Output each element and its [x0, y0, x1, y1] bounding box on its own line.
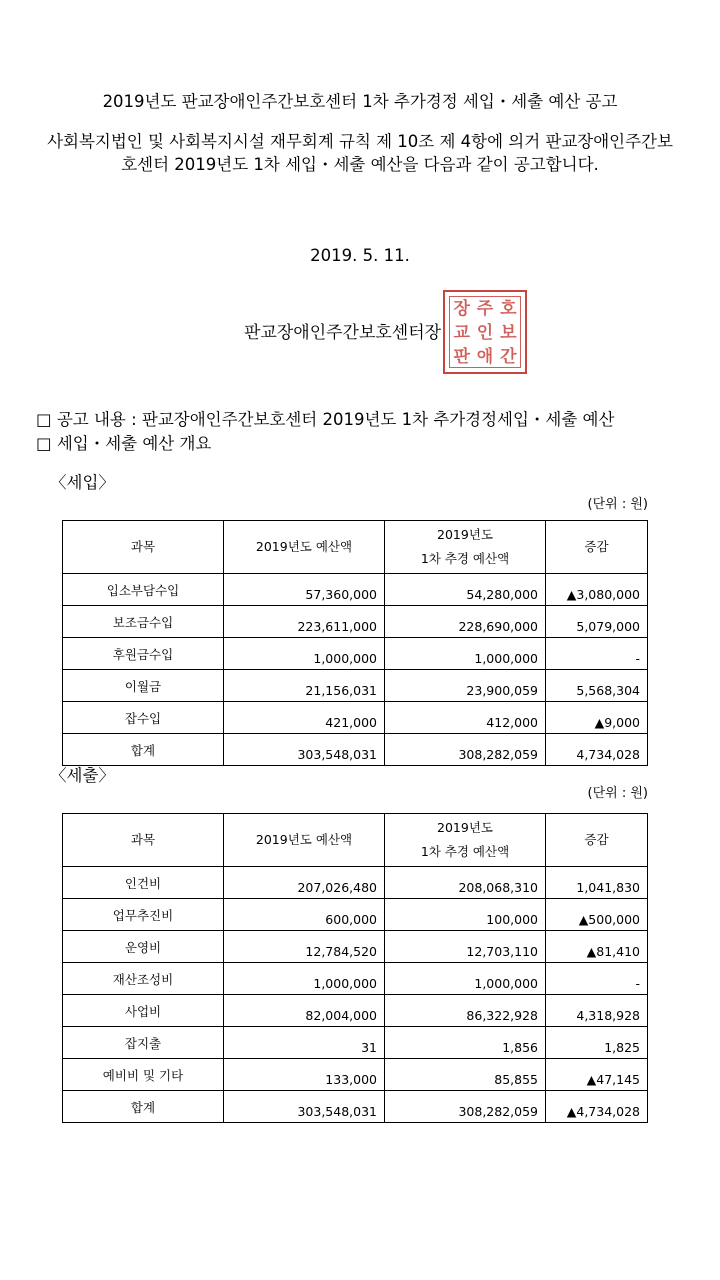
revenue-table-body — [63, 574, 648, 766]
header-revised-line1: 2019년도 — [437, 820, 493, 835]
cell-change: 1,825 — [546, 1027, 648, 1059]
cell-change: - — [546, 638, 648, 670]
seal-glyph: 보 — [500, 323, 517, 343]
notice-date: 2019. 5. 11. — [310, 246, 410, 265]
cell-subject: 예비비 및 기타 — [63, 1059, 224, 1091]
cell-revised: 228,690,000 — [385, 606, 546, 638]
revenue-table — [62, 520, 648, 766]
cell-subject: 합계 — [63, 734, 224, 766]
cell-change: ▲4,734,028 — [546, 1091, 648, 1123]
cell-subject: 잡지출 — [63, 1027, 224, 1059]
header-revised — [385, 814, 546, 867]
seal-glyph: 애 — [476, 347, 494, 367]
cell-budget: 12,784,520 — [224, 931, 385, 963]
cell-revised: 85,855 — [385, 1059, 546, 1091]
header-revised — [385, 521, 546, 574]
cell-subject: 재산조성비 — [63, 963, 224, 995]
seal-glyph: 간 — [500, 347, 517, 367]
cell-revised: 1,000,000 — [385, 963, 546, 995]
table-row — [63, 867, 648, 899]
cell-change: ▲500,000 — [546, 899, 648, 931]
cell-budget: 21,156,031 — [224, 670, 385, 702]
header-subject: 과목 — [63, 521, 224, 574]
intro-paragraph: 사회복지법인 및 사회복지시설 재무회계 규칙 제 10조 제 4항에 의거 판교장애인주간보호센터 2019년도 1차 세입・세출 예산을 다음과 같이 공고합니다. — [47, 132, 673, 174]
cell-budget: 303,548,031 — [224, 734, 385, 766]
header-revised-line2: 1차 추경 예산액 — [420, 844, 510, 859]
table-row — [63, 899, 648, 931]
cell-budget: 303,548,031 — [224, 1091, 385, 1123]
header-change: 증감 — [546, 521, 648, 574]
header-budget: 2019년도 예산액 — [224, 814, 385, 867]
cell-change: ▲47,145 — [546, 1059, 648, 1091]
table-row — [63, 995, 648, 1027]
seal-glyph: 주 — [476, 299, 494, 319]
table-row — [63, 1059, 648, 1091]
cell-subject: 합계 — [63, 1091, 224, 1123]
cell-budget: 1,000,000 — [224, 638, 385, 670]
cell-revised: 86,322,928 — [385, 995, 546, 1027]
cell-change: ▲81,410 — [546, 931, 648, 963]
table-row — [63, 702, 648, 734]
table-row — [63, 606, 648, 638]
header-revised-line1: 2019년도 — [437, 527, 493, 542]
cell-revised: 1,856 — [385, 1027, 546, 1059]
cell-change: 4,734,028 — [546, 734, 648, 766]
cell-budget: 133,000 — [224, 1059, 385, 1091]
cell-budget: 1,000,000 — [224, 963, 385, 995]
table-row — [63, 574, 648, 606]
table-header-row — [63, 521, 648, 574]
cell-change: ▲9,000 — [546, 702, 648, 734]
cell-budget: 207,026,480 — [224, 867, 385, 899]
cell-revised: 12,703,110 — [385, 931, 546, 963]
table-row — [63, 931, 648, 963]
table-row — [63, 1091, 648, 1123]
cell-revised: 308,282,059 — [385, 734, 546, 766]
cell-subject: 후원금수입 — [63, 638, 224, 670]
notice-content-line: □ 공고 내용 : 판교장애인주간보호센터 2019년도 1차 추가경정세입・세출 예산 — [36, 410, 615, 429]
cell-subject: 잡수입 — [63, 702, 224, 734]
official-seal — [443, 290, 527, 374]
cell-change: 1,041,830 — [546, 867, 648, 899]
cell-budget: 57,360,000 — [224, 574, 385, 606]
cell-budget: 421,000 — [224, 702, 385, 734]
header-change: 증감 — [546, 814, 648, 867]
cell-change: 4,318,928 — [546, 995, 648, 1027]
revenue-section-label: 〈세입〉 — [50, 473, 115, 492]
seal-glyph: 장 — [453, 299, 470, 319]
cell-subject: 입소부담수입 — [63, 574, 224, 606]
table-row — [63, 1027, 648, 1059]
cell-change: 5,079,000 — [546, 606, 648, 638]
cell-revised: 54,280,000 — [385, 574, 546, 606]
table-row — [63, 734, 648, 766]
table-row — [63, 670, 648, 702]
cell-revised: 23,900,059 — [385, 670, 546, 702]
seal-glyph: 교 — [453, 323, 470, 343]
cell-change: 5,568,304 — [546, 670, 648, 702]
cell-budget: 600,000 — [224, 899, 385, 931]
expenditure-section-label: 〈세출〉 — [50, 766, 115, 785]
cell-change: ▲3,080,000 — [546, 574, 648, 606]
expenditure-table-body — [63, 867, 648, 1123]
cell-budget: 82,004,000 — [224, 995, 385, 1027]
revenue-unit-label: (단위 : 원) — [587, 497, 648, 512]
cell-revised: 412,000 — [385, 702, 546, 734]
cell-subject: 사업비 — [63, 995, 224, 1027]
seal-glyph: 판 — [453, 347, 470, 367]
cell-subject: 보조금수입 — [63, 606, 224, 638]
header-revised-line2: 1차 추경 예산액 — [420, 551, 510, 566]
cell-subject: 운영비 — [63, 931, 224, 963]
cell-subject: 업무추진비 — [63, 899, 224, 931]
cell-budget: 31 — [224, 1027, 385, 1059]
seal-characters — [449, 296, 521, 368]
table-header-row — [63, 814, 648, 867]
table-row — [63, 638, 648, 670]
notice-overview-line: □ 세입・세출 예산 개요 — [36, 434, 212, 453]
cell-subject: 인건비 — [63, 867, 224, 899]
cell-subject: 이월금 — [63, 670, 224, 702]
expenditure-unit-label: (단위 : 원) — [587, 786, 648, 801]
signer-name: 판교장애인주간보호센터장 — [244, 323, 442, 343]
seal-glyph: 호 — [500, 299, 517, 319]
cell-change: - — [546, 963, 648, 995]
expenditure-table — [62, 813, 648, 1123]
seal-glyph: 인 — [476, 323, 494, 343]
cell-revised: 1,000,000 — [385, 638, 546, 670]
cell-revised: 308,282,059 — [385, 1091, 546, 1123]
table-row — [63, 963, 648, 995]
cell-budget: 223,611,000 — [224, 606, 385, 638]
header-subject: 과목 — [63, 814, 224, 867]
cell-revised: 100,000 — [385, 899, 546, 931]
document-title: 2019년도 판교장애인주간보호센터 1차 추가경정 세입・세출 예산 공고 — [102, 92, 618, 111]
cell-revised: 208,068,310 — [385, 867, 546, 899]
header-budget: 2019년도 예산액 — [224, 521, 385, 574]
